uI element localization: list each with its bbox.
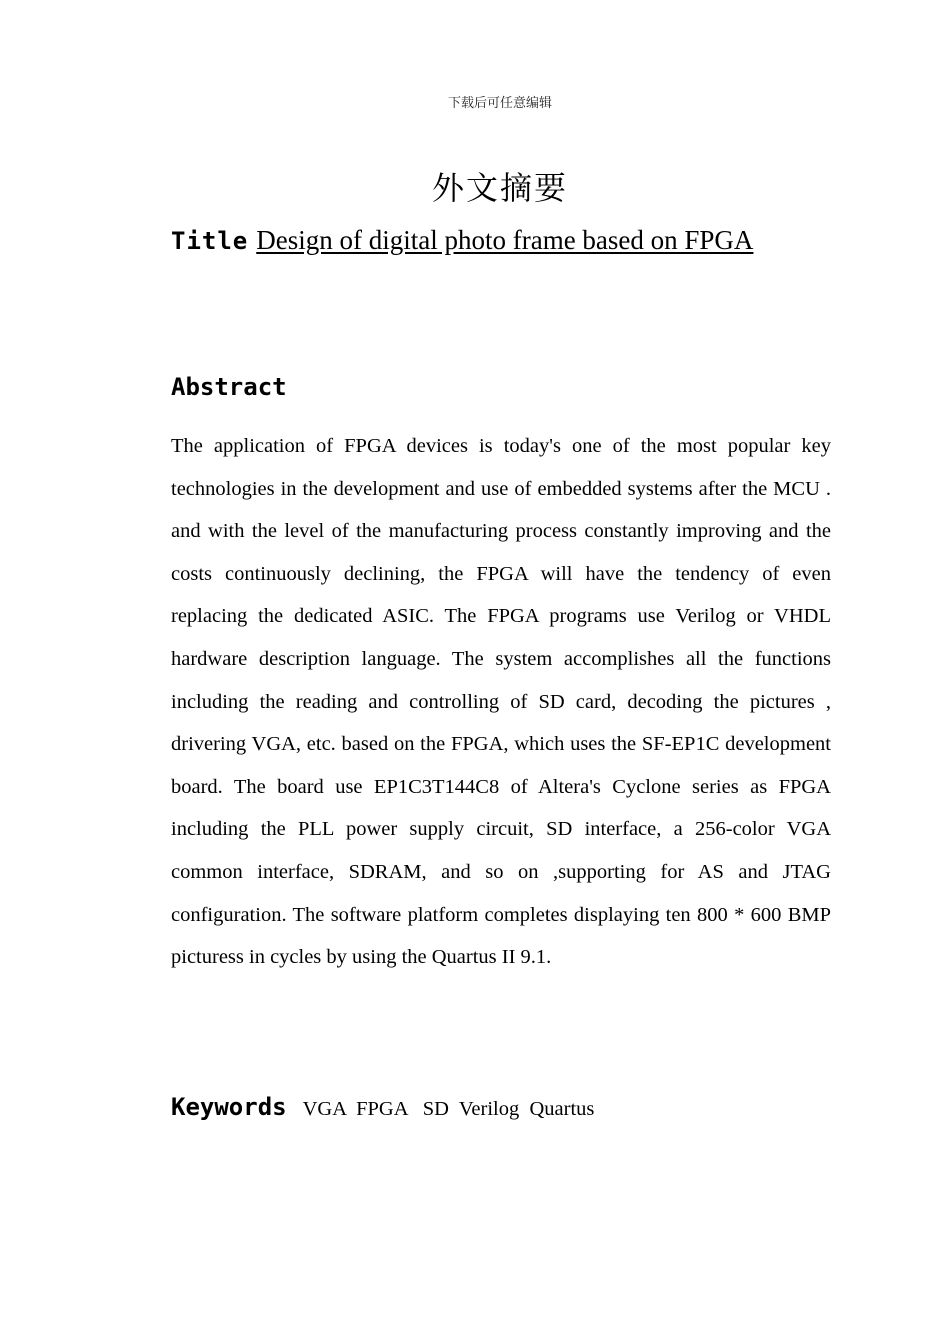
- abstract-body: The application of FPGA devices is today's one of the most popular key technologies in the development and use of embedded systems after the MCU . and with the level of the manufacturing process constantly improving and the costs continuously declining, the FPGA will have the tendency of even replacing the dedicated ASIC. The FPGA programs use Verilog or VHDL hardware description language. The system accomplishes all the functions including the reading and controlling of SD card, decoding the pictures , drivering VGA, etc. based on the FPGA, which uses the SF-EP1C development board. The board use EP1C3T144C8 of Altera's Cyclone series as FPGA including the PLL power supply circuit, SD interface, a 256-color VGA common interface, SDRAM, and so on ,supporting for AS and JTAG configuration. The software platform completes displaying ten 800 * 600 BMP picturess in cycles by using the Quartus II 9.1.: [171, 435, 831, 969]
- keywords-label: Keywords: [171, 1093, 287, 1121]
- header-note: 下载后可任意编辑: [447, 96, 552, 111]
- document-heading: 外文摘要: [431, 169, 568, 207]
- keywords-list: VGA FPGA SD Verilog Quartus: [302, 1098, 595, 1120]
- keywords-row: [171, 1093, 594, 1121]
- title-label: Title: [171, 227, 249, 255]
- abstract-heading: Abstract: [171, 373, 287, 401]
- title-text: Design of digital photo frame based on FPGA: [256, 225, 754, 255]
- title-row: [171, 225, 753, 256]
